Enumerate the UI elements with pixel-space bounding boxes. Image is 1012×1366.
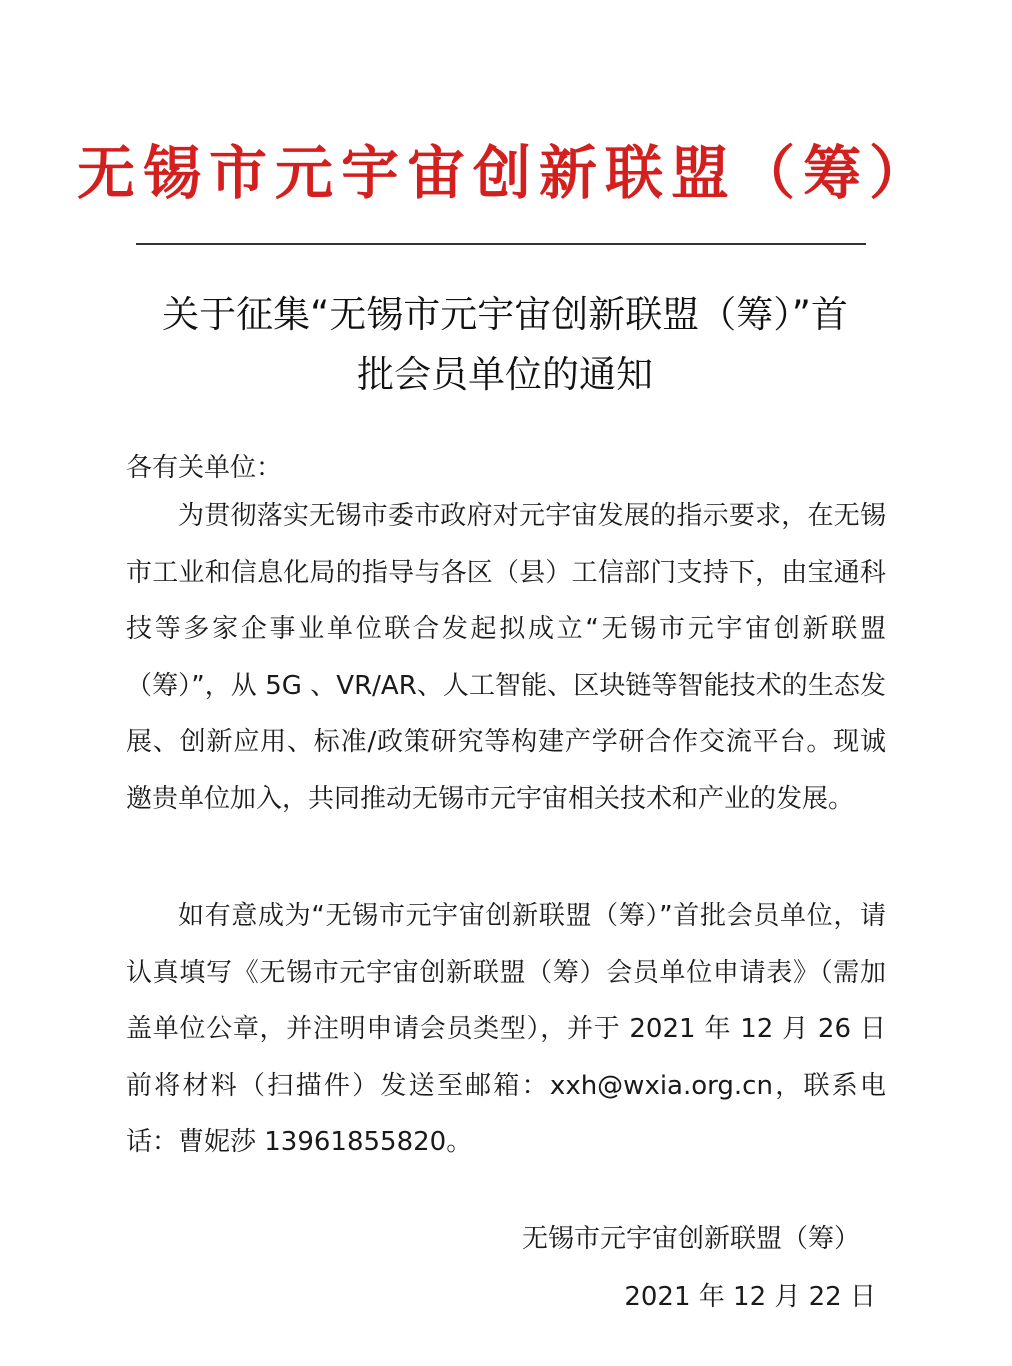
masthead-title: 无锡市元宇宙创新联盟（筹） [76,139,935,207]
body-paragraph-1 [126,488,886,827]
body-paragraph-2 [126,888,886,1171]
notice-title-line-1: 关于征集“无锡市元宇宙创新联盟（筹）”首 [162,293,848,336]
paragraph-text: 为贯彻落实无锡市委市政府对元宇宙发展的指示要求，在无锡市工业和信息化局的指导与各区（县）工信部门支持下，由宝通科技等多家企事业单位联合发起拟成立“无锡市元宇宙创新联盟（筹）”，从 5G 、VR/AR、人工智能、区块链等智能技术的生态发展、创新应用、标准/政策研究等构建产学研合作交流平台。现诚邀贵单位加入，共同推动无锡市元宇宙相关技术和产业的发展。 [126,501,886,814]
salutation: 各有关单位： [126,453,283,483]
paragraph-text: 如有意成为“无锡市元宇宙创新联盟（筹）”首批会员单位，请认真填写《无锡市元宇宙创新联盟（筹）会员单位申请表》（需加盖单位公章，并注明申请会员类型），并于 2021 年 12 月 26 日前将材料（扫描件）发送至邮箱：xxh@wxia.org.cn，联系电话：曹妮莎 13961855820。 [126,901,886,1157]
masthead-divider [136,243,866,245]
notice-title [110,285,900,405]
notice-title-line-2: 批会员单位的通知 [357,353,653,396]
signature-date: 2021 年 12 月 22 日 [624,1282,876,1312]
signature-organization: 无锡市元宇宙创新联盟（筹） [521,1224,860,1254]
